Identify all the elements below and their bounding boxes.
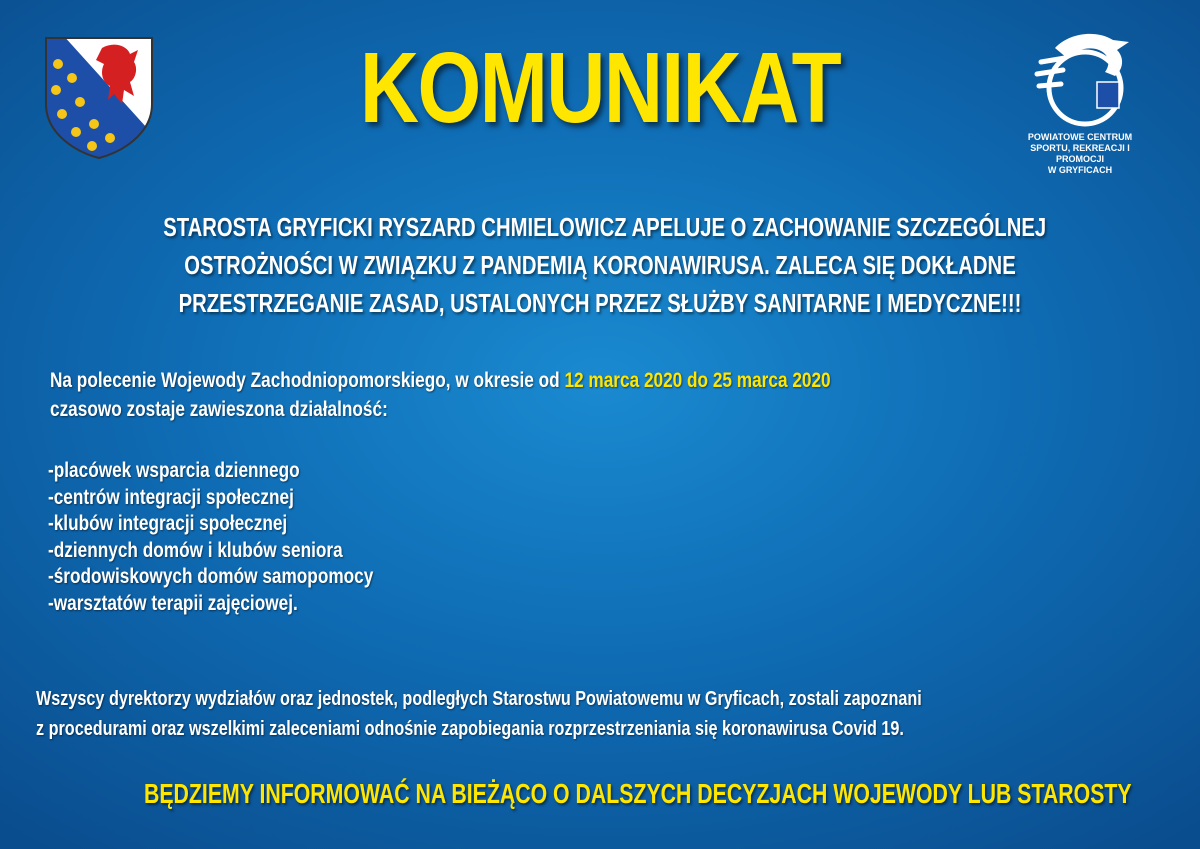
list-item: -warsztatów terapii zajęciowej. <box>48 591 298 615</box>
list-item: -placówek wsparcia dziennego <box>48 459 300 482</box>
logo-line: SPORTU, REKREACJI I PROMOCJI <box>1030 143 1130 164</box>
list-item: -środowiskowych domów samopomocy <box>48 565 374 589</box>
closing-line: z procedurami oraz wszelkimi zaleceniami odnośnie zapobiegania rozprzestrzeniania się koronawirusa Covid 19. <box>36 718 904 740</box>
headline-line: PRZESTRZEGANIE ZASAD, USTALONYCH PRZEZ SŁUŻBY SANITARNE I MEDYCZNE!!! <box>178 288 1022 318</box>
suspension-intro <box>50 366 831 424</box>
list-item: -klubów integracji społecznej <box>48 512 288 536</box>
logo-line: W GRYFICACH <box>1047 165 1113 175</box>
logo-caption <box>1010 132 1150 176</box>
closing-line: Wszyscy dyrektorzy wydziałów oraz jednostek, podległych Starostwu Powiatowemu w Gryficach, zostali zapoznani <box>36 688 922 710</box>
intro-line2: czasowo zostaje zawieszona działalność: <box>50 398 388 421</box>
list-item: -dziennych domów i klubów seniora <box>48 538 343 562</box>
headline-line: OSTROŻNOŚCI W ZWIĄZKU Z PANDEMIĄ KORONAWIRUSA. ZALECA SIĘ DOKŁADNE <box>184 250 1016 280</box>
intro-dates: 12 marca 2020 do 25 marca 2020 <box>564 369 831 392</box>
suspended-list <box>48 458 373 618</box>
closing-paragraph <box>36 684 922 744</box>
list-item: -centrów integracji społecznej <box>48 485 294 509</box>
intro-text: Na polecenie Wojewody Zachodniopomorskiego, w okresie od <box>50 369 565 392</box>
page-title: KOMUNIKAT <box>359 32 841 144</box>
sports-centre-logo <box>1010 28 1150 176</box>
eagle-logo-icon <box>1025 28 1135 128</box>
logo-line: POWIATOWE CENTRUM <box>1027 132 1133 142</box>
footer-notice: BĘDZIEMY INFORMOWAĆ NA BIEŻĄCO O DALSZYCH DECYZJACH WOJEWODY LUB STAROSTY <box>144 778 1132 809</box>
appeal-headline <box>40 208 1160 322</box>
headline-line: STAROSTA GRYFICKI RYSZARD CHMIELOWICZ APELUJE O ZACHOWANIE SZCZEGÓLNEJ <box>163 212 1047 242</box>
